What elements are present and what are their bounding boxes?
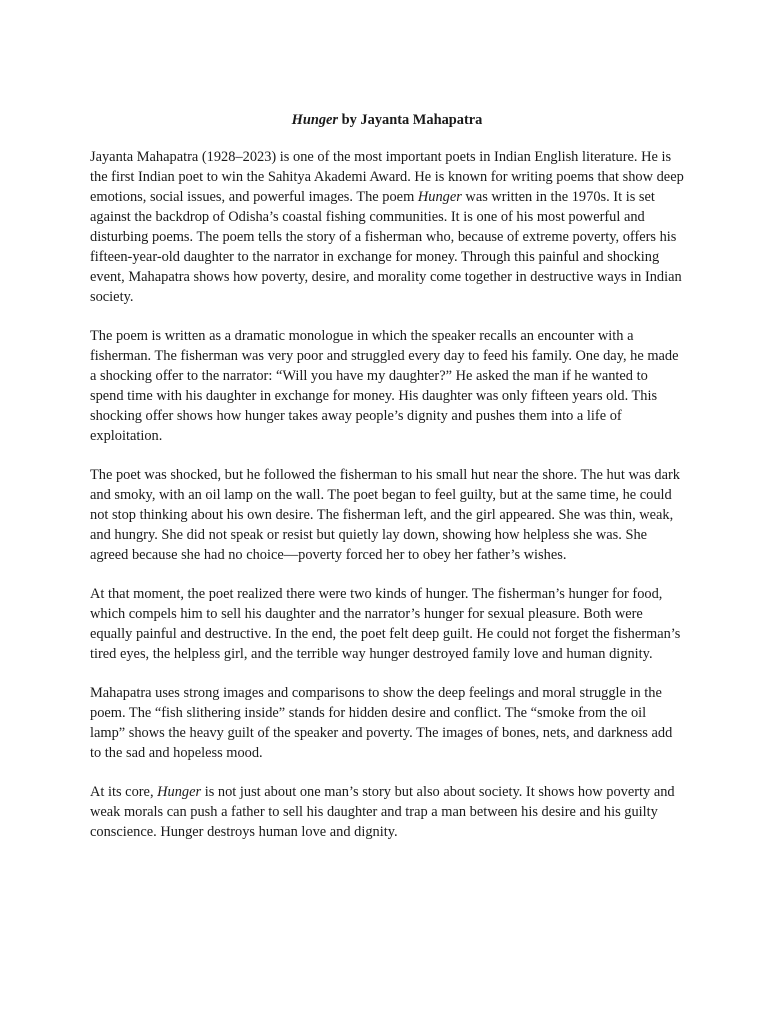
poem-title: Hunger bbox=[291, 112, 339, 128]
paragraph-imagery bbox=[90, 683, 684, 763]
paragraph-hut bbox=[90, 465, 684, 565]
title-byline: by Jayanta Mahapatra bbox=[338, 112, 483, 128]
paragraph-text-continued: is not just about one man’s story but also about society. It shows how poverty and weak morals can push a father to sell his daughter and trap a man between his desire and his guilty conscience. Hunger destroys human love and dignity. bbox=[90, 784, 675, 840]
paragraph-monologue bbox=[90, 326, 684, 446]
paragraph-introduction bbox=[90, 147, 684, 307]
paragraph-text: Mahapatra uses strong images and comparisons to show the deep feelings and moral struggle in the poem. The “fish slithering inside” stands for hidden desire and conflict. The “smoke from the oil lamp” shows the heavy guilt of the speaker and poverty. The images of bones, nets, and darkness add to the sad and hopeless mood. bbox=[90, 685, 673, 761]
poem-title-inline: Hunger bbox=[417, 189, 462, 205]
paragraph-conclusion bbox=[90, 782, 684, 842]
poem-title-inline: Hunger bbox=[157, 784, 202, 800]
paragraph-text: Jayanta Mahapatra (1928–2023) is one of the most important poets in Indian English literature. He is the first Indian poet to win the Sahitya Akademi Award. He is known for writing poems that show deep emotions, social issues, and powerful images. The poem bbox=[90, 149, 684, 205]
paragraph-text-continued: was written in the 1970s. It is set against the backdrop of Odisha’s coastal fishing communities. It is one of his most powerful and disturbing poems. The poem tells the story of a fisherman who, because of extreme poverty, offers his fifteen-year-old daughter to the narrator in exchange for money. Through this painful and shocking event, Mahapatra shows how poverty, desire, and morality come together in destructive ways in Indian society. bbox=[90, 189, 682, 305]
paragraph-text: The poem is written as a dramatic monologue in which the speaker recalls an encounter with a fisherman. The fisherman was very poor and struggled every day to feed his family. One day, he made a shocking offer to the narrator: “Will you have my daughter?” He asked the man if he wanted to spend time with his daughter in exchange for money. His daughter was only fifteen years old. This shocking offer shows how hunger takes away people’s dignity and pushes them into a life of exploitation. bbox=[90, 328, 679, 444]
paragraph-text: The poet was shocked, but he followed the fisherman to his small hut near the shore. The hut was dark and smoky, with an oil lamp on the wall. The poet began to feel guilty, but at the same time, he could not stop thinking about his own desire. The fisherman left, and the girl appeared. She was thin, weak, and hungry. She did not speak or resist but quietly lay down, showing how helpless she was. She agreed because she had no choice—poverty forced her to obey her father’s wishes. bbox=[90, 467, 681, 563]
paragraph-text: At its core, bbox=[90, 784, 158, 800]
document-body bbox=[90, 109, 684, 861]
paragraph-text: At that moment, the poet realized there were two kinds of hunger. The fisherman’s hunger for food, which compels him to sell his daughter and the narrator’s hunger for sexual pleasure. Both were equally painful and destructive. In the end, the poet felt deep guilt. He could not forget the fisherman’s tired eyes, the helpless girl, and the terrible way hunger destroyed family love and human dignity. bbox=[90, 586, 681, 662]
document-title bbox=[90, 109, 684, 131]
paragraph-two-hungers bbox=[90, 584, 684, 664]
